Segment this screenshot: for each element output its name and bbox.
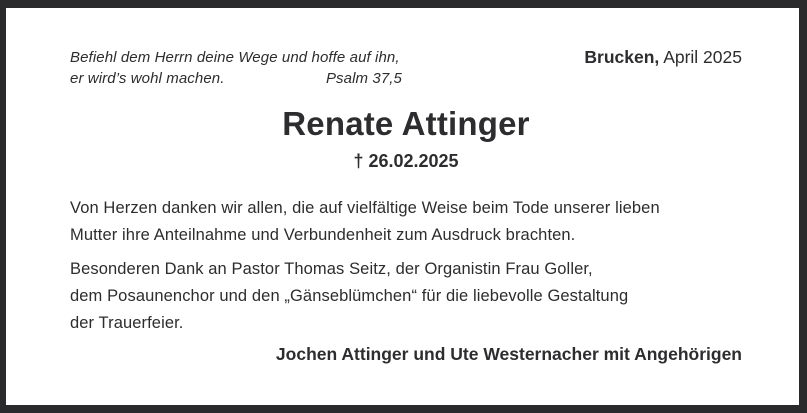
- header-row: [70, 47, 742, 89]
- thanks-paragraph-line-1: Von Herzen danken wir allen, die auf vielfältige Weise beim Tode unserer lieben: [70, 199, 660, 217]
- dateline-city: Brucken,: [584, 47, 660, 67]
- thanks-paragraph: [70, 195, 742, 249]
- scripture-line-1: Befiehl dem Herrn deine Wege und hoffe auf ihn,: [70, 49, 400, 66]
- special-thanks-paragraph: [70, 256, 742, 337]
- family-signoff: Jochen Attinger und Ute Westernacher mit Angehörigen: [275, 344, 742, 364]
- special-thanks-line-1: Besonderen Dank an Pastor Thomas Seitz, der Organistin Frau Goller,: [70, 260, 593, 278]
- thanks-paragraph-line-2: Mutter ihre Anteilnahme und Verbundenheit zum Ausdruck brachten.: [70, 226, 576, 244]
- notice-content: [6, 8, 799, 405]
- dateline-date: April 2025: [663, 47, 742, 67]
- scripture-quote: [70, 47, 402, 89]
- deceased-name: Renate Attinger: [282, 105, 530, 142]
- dateline: [584, 47, 742, 68]
- special-thanks-line-3: der Trauerfeier.: [70, 314, 184, 332]
- scripture-reference: Psalm 37,5: [325, 70, 402, 87]
- scripture-line-2: [70, 68, 402, 89]
- death-date: † 26.02.2025: [353, 151, 459, 171]
- scripture-line-2-text: er wird’s wohl machen.: [70, 70, 225, 87]
- special-thanks-line-2: dem Posaunenchor und den „Gänseblümchen“ für die liebevolle Gestaltung: [70, 287, 629, 305]
